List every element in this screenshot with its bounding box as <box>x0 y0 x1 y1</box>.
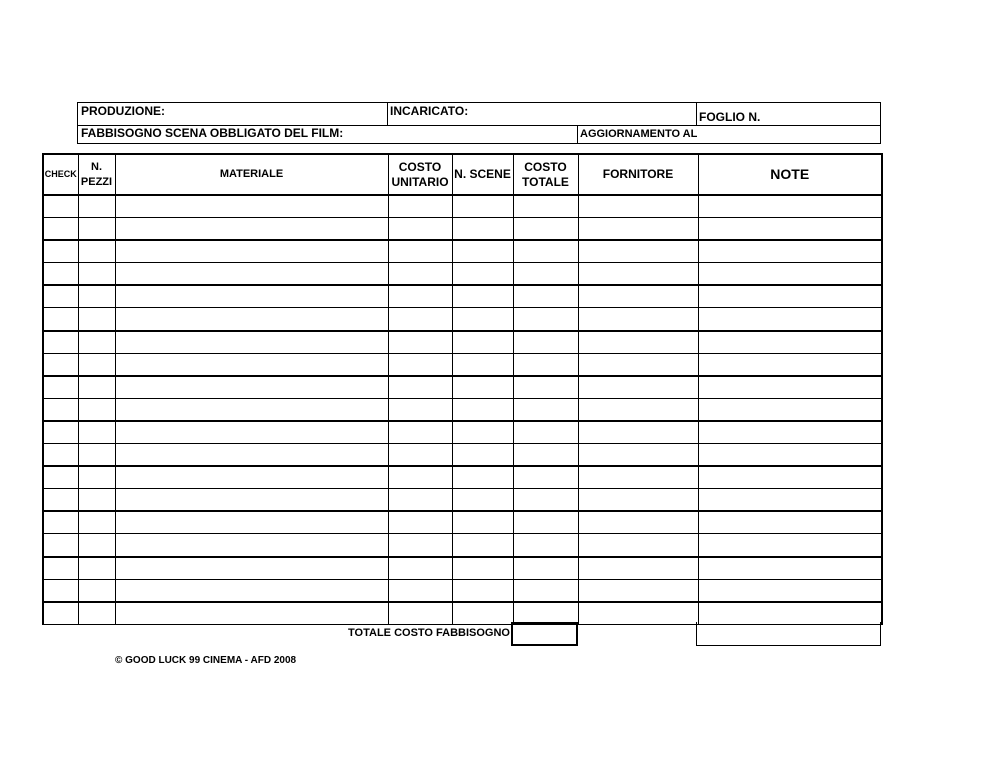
cell-n-scene[interactable] <box>452 331 513 354</box>
cell-fornitore[interactable] <box>578 331 698 354</box>
cell-n-scene[interactable] <box>452 376 513 399</box>
cell-pezzi[interactable] <box>78 511 115 534</box>
table-row <box>43 263 882 286</box>
cell-note[interactable] <box>698 263 882 286</box>
col-header-costo-unitario: COSTO UNITARIO <box>388 154 452 195</box>
cell-check[interactable] <box>43 285 78 308</box>
header-info-bottom <box>77 125 881 144</box>
table-row <box>43 534 882 557</box>
table-row <box>43 285 882 308</box>
cell-fornitore[interactable] <box>578 376 698 399</box>
cell-pezzi[interactable] <box>78 444 115 467</box>
table-row <box>43 444 882 467</box>
note-total-field[interactable] <box>696 622 881 646</box>
cell-check[interactable] <box>43 195 78 218</box>
cell-check[interactable] <box>43 331 78 354</box>
table-row <box>43 579 882 602</box>
cell-n-scene[interactable] <box>452 421 513 444</box>
cell-fornitore[interactable] <box>578 534 698 557</box>
cell-pezzi[interactable] <box>78 353 115 376</box>
table-row <box>43 308 882 331</box>
table-row <box>43 511 882 534</box>
cell-n-scene[interactable] <box>452 218 513 241</box>
cell-costo-unitario[interactable] <box>388 285 452 308</box>
cell-costo-unitario[interactable] <box>388 579 452 602</box>
cell-n-scene[interactable] <box>452 579 513 602</box>
table-row <box>43 376 882 399</box>
cell-pezzi[interactable] <box>78 195 115 218</box>
table-row <box>43 398 882 421</box>
header-divider <box>696 103 697 125</box>
aggiornamento-label: AGGIORNAMENTO AL <box>580 128 698 140</box>
cell-note[interactable] <box>698 308 882 331</box>
cell-n-scene[interactable] <box>452 285 513 308</box>
cell-costo-totale[interactable] <box>513 421 578 444</box>
cell-materiale[interactable] <box>115 285 388 308</box>
cell-costo-unitario[interactable] <box>388 195 452 218</box>
cell-costo-totale[interactable] <box>513 511 578 534</box>
cell-fornitore[interactable] <box>578 421 698 444</box>
cell-costo-totale[interactable] <box>513 466 578 489</box>
table-row <box>43 466 882 489</box>
cell-check[interactable] <box>43 398 78 421</box>
cell-materiale[interactable] <box>115 489 388 512</box>
cell-fornitore[interactable] <box>578 263 698 286</box>
cell-materiale[interactable] <box>115 444 388 467</box>
cell-fornitore[interactable] <box>578 353 698 376</box>
cell-materiale[interactable] <box>115 398 388 421</box>
cell-pezzi[interactable] <box>78 308 115 331</box>
cell-note[interactable] <box>698 331 882 354</box>
cell-costo-unitario[interactable] <box>388 218 452 241</box>
cell-note[interactable] <box>698 489 882 512</box>
cell-costo-unitario[interactable] <box>388 331 452 354</box>
cell-pezzi[interactable] <box>78 331 115 354</box>
cell-materiale[interactable] <box>115 421 388 444</box>
col-header-pezzi: N. PEZZI <box>78 154 115 195</box>
cell-note[interactable] <box>698 579 882 602</box>
totale-costo-label: TOTALE COSTO FABBISOGNO <box>348 627 510 639</box>
cell-n-scene[interactable] <box>452 534 513 557</box>
cell-fornitore[interactable] <box>578 511 698 534</box>
cell-costo-totale[interactable] <box>513 398 578 421</box>
cell-n-scene[interactable] <box>452 195 513 218</box>
cell-pezzi[interactable] <box>78 285 115 308</box>
cell-fornitore[interactable] <box>578 308 698 331</box>
cell-fornitore[interactable] <box>578 240 698 263</box>
header-divider <box>577 125 578 143</box>
cell-check[interactable] <box>43 466 78 489</box>
cell-check[interactable] <box>43 263 78 286</box>
cell-costo-unitario[interactable] <box>388 602 452 625</box>
cell-note[interactable] <box>698 511 882 534</box>
cell-costo-unitario[interactable] <box>388 557 452 580</box>
cell-check[interactable] <box>43 218 78 241</box>
cell-costo-unitario[interactable] <box>388 376 452 399</box>
cell-costo-totale[interactable] <box>513 308 578 331</box>
cell-check[interactable] <box>43 376 78 399</box>
cell-costo-unitario[interactable] <box>388 511 452 534</box>
totale-costo-field[interactable] <box>511 622 578 646</box>
cell-fornitore[interactable] <box>578 579 698 602</box>
cell-fornitore[interactable] <box>578 602 698 625</box>
table-row <box>43 489 882 512</box>
cell-check[interactable] <box>43 444 78 467</box>
col-header-note: NOTE <box>698 154 882 195</box>
cell-costo-totale[interactable] <box>513 557 578 580</box>
cell-costo-totale[interactable] <box>513 218 578 241</box>
cell-check[interactable] <box>43 421 78 444</box>
incaricato-label: INCARICATO: <box>390 104 469 118</box>
cell-fornitore[interactable] <box>578 444 698 467</box>
cell-note[interactable] <box>698 421 882 444</box>
cell-materiale[interactable] <box>115 195 388 218</box>
cell-pezzi[interactable] <box>78 263 115 286</box>
table-row <box>43 421 882 444</box>
cell-fornitore[interactable] <box>578 557 698 580</box>
cell-costo-totale[interactable] <box>513 444 578 467</box>
cell-costo-totale[interactable] <box>513 285 578 308</box>
cell-costo-totale[interactable] <box>513 579 578 602</box>
cell-costo-totale[interactable] <box>513 240 578 263</box>
cell-note[interactable] <box>698 557 882 580</box>
cell-costo-totale[interactable] <box>513 602 578 625</box>
cell-materiale[interactable] <box>115 466 388 489</box>
cell-check[interactable] <box>43 353 78 376</box>
cell-pezzi[interactable] <box>78 218 115 241</box>
requirements-table <box>42 153 883 625</box>
cell-fornitore[interactable] <box>578 195 698 218</box>
fabbisogno-label: FABBISOGNO SCENA OBBLIGATO DEL FILM: <box>81 126 344 140</box>
cell-materiale[interactable] <box>115 376 388 399</box>
cell-note[interactable] <box>698 398 882 421</box>
cell-materiale[interactable] <box>115 534 388 557</box>
cell-costo-unitario[interactable] <box>388 534 452 557</box>
cell-pezzi[interactable] <box>78 240 115 263</box>
cell-costo-totale[interactable] <box>513 353 578 376</box>
cell-note[interactable] <box>698 195 882 218</box>
cell-costo-unitario[interactable] <box>388 353 452 376</box>
cell-materiale[interactable] <box>115 557 388 580</box>
cell-pezzi[interactable] <box>78 579 115 602</box>
table-header-row <box>43 154 882 195</box>
cell-note[interactable] <box>698 240 882 263</box>
col-header-fornitore: FORNITORE <box>578 154 698 195</box>
cell-pezzi[interactable] <box>78 489 115 512</box>
table-row <box>43 195 882 218</box>
cell-costo-unitario[interactable] <box>388 240 452 263</box>
cell-n-scene[interactable] <box>452 263 513 286</box>
cell-materiale[interactable] <box>115 218 388 241</box>
cell-costo-unitario[interactable] <box>388 398 452 421</box>
cell-check[interactable] <box>43 557 78 580</box>
cell-check[interactable] <box>43 240 78 263</box>
cell-n-scene[interactable] <box>452 489 513 512</box>
cell-n-scene[interactable] <box>452 353 513 376</box>
cell-n-scene[interactable] <box>452 557 513 580</box>
cell-fornitore[interactable] <box>578 466 698 489</box>
cell-fornitore[interactable] <box>578 285 698 308</box>
col-header-costo-totale: COSTO TOTALE <box>513 154 578 195</box>
cell-fornitore[interactable] <box>578 489 698 512</box>
cell-n-scene[interactable] <box>452 398 513 421</box>
cell-materiale[interactable] <box>115 331 388 354</box>
cell-costo-totale[interactable] <box>513 489 578 512</box>
cell-costo-totale[interactable] <box>513 195 578 218</box>
cell-note[interactable] <box>698 534 882 557</box>
cell-note[interactable] <box>698 353 882 376</box>
cell-fornitore[interactable] <box>578 218 698 241</box>
cell-check[interactable] <box>43 534 78 557</box>
cell-costo-unitario[interactable] <box>388 444 452 467</box>
cell-fornitore[interactable] <box>578 398 698 421</box>
cell-materiale[interactable] <box>115 579 388 602</box>
copyright-text: © GOOD LUCK 99 CINEMA - AFD 2008 <box>115 655 297 666</box>
col-header-check: CHECK <box>43 154 78 195</box>
cell-note[interactable] <box>698 444 882 467</box>
cell-costo-unitario[interactable] <box>388 466 452 489</box>
table-row <box>43 240 882 263</box>
cell-note[interactable] <box>698 285 882 308</box>
cell-materiale[interactable] <box>115 511 388 534</box>
cell-pezzi[interactable] <box>78 602 115 625</box>
cell-n-scene[interactable] <box>452 466 513 489</box>
cell-note[interactable] <box>698 376 882 399</box>
cell-check[interactable] <box>43 602 78 625</box>
cell-n-scene[interactable] <box>452 240 513 263</box>
cell-check[interactable] <box>43 489 78 512</box>
cell-materiale[interactable] <box>115 353 388 376</box>
table-row <box>43 353 882 376</box>
cell-note[interactable] <box>698 218 882 241</box>
cell-n-scene[interactable] <box>452 511 513 534</box>
header-divider <box>387 103 388 125</box>
cell-note[interactable] <box>698 602 882 625</box>
table-row <box>43 557 882 580</box>
cell-costo-totale[interactable] <box>513 534 578 557</box>
cell-note[interactable] <box>698 466 882 489</box>
table-row <box>43 218 882 241</box>
cell-materiale[interactable] <box>115 602 388 625</box>
cell-check[interactable] <box>43 308 78 331</box>
cell-materiale[interactable] <box>115 240 388 263</box>
foglio-label: FOGLIO N. <box>699 110 761 124</box>
cell-check[interactable] <box>43 579 78 602</box>
table-row <box>43 602 882 625</box>
cell-n-scene[interactable] <box>452 444 513 467</box>
cell-pezzi[interactable] <box>78 398 115 421</box>
cell-costo-unitario[interactable] <box>388 489 452 512</box>
cell-materiale[interactable] <box>115 263 388 286</box>
cell-pezzi[interactable] <box>78 421 115 444</box>
cell-costo-unitario[interactable] <box>388 308 452 331</box>
cell-pezzi[interactable] <box>78 557 115 580</box>
produzione-label: PRODUZIONE: <box>81 104 165 118</box>
cell-pezzi[interactable] <box>78 376 115 399</box>
cell-costo-unitario[interactable] <box>388 263 452 286</box>
table-row <box>43 331 882 354</box>
cell-costo-totale[interactable] <box>513 263 578 286</box>
cell-materiale[interactable] <box>115 308 388 331</box>
col-header-n-scene: N. SCENE <box>452 154 513 195</box>
cell-pezzi[interactable] <box>78 466 115 489</box>
cell-costo-unitario[interactable] <box>388 421 452 444</box>
cell-costo-totale[interactable] <box>513 331 578 354</box>
cell-costo-totale[interactable] <box>513 376 578 399</box>
cell-n-scene[interactable] <box>452 308 513 331</box>
header-info-top <box>77 102 881 126</box>
cell-n-scene[interactable] <box>452 602 513 625</box>
cell-check[interactable] <box>43 511 78 534</box>
cell-pezzi[interactable] <box>78 534 115 557</box>
col-header-materiale: MATERIALE <box>115 154 388 195</box>
